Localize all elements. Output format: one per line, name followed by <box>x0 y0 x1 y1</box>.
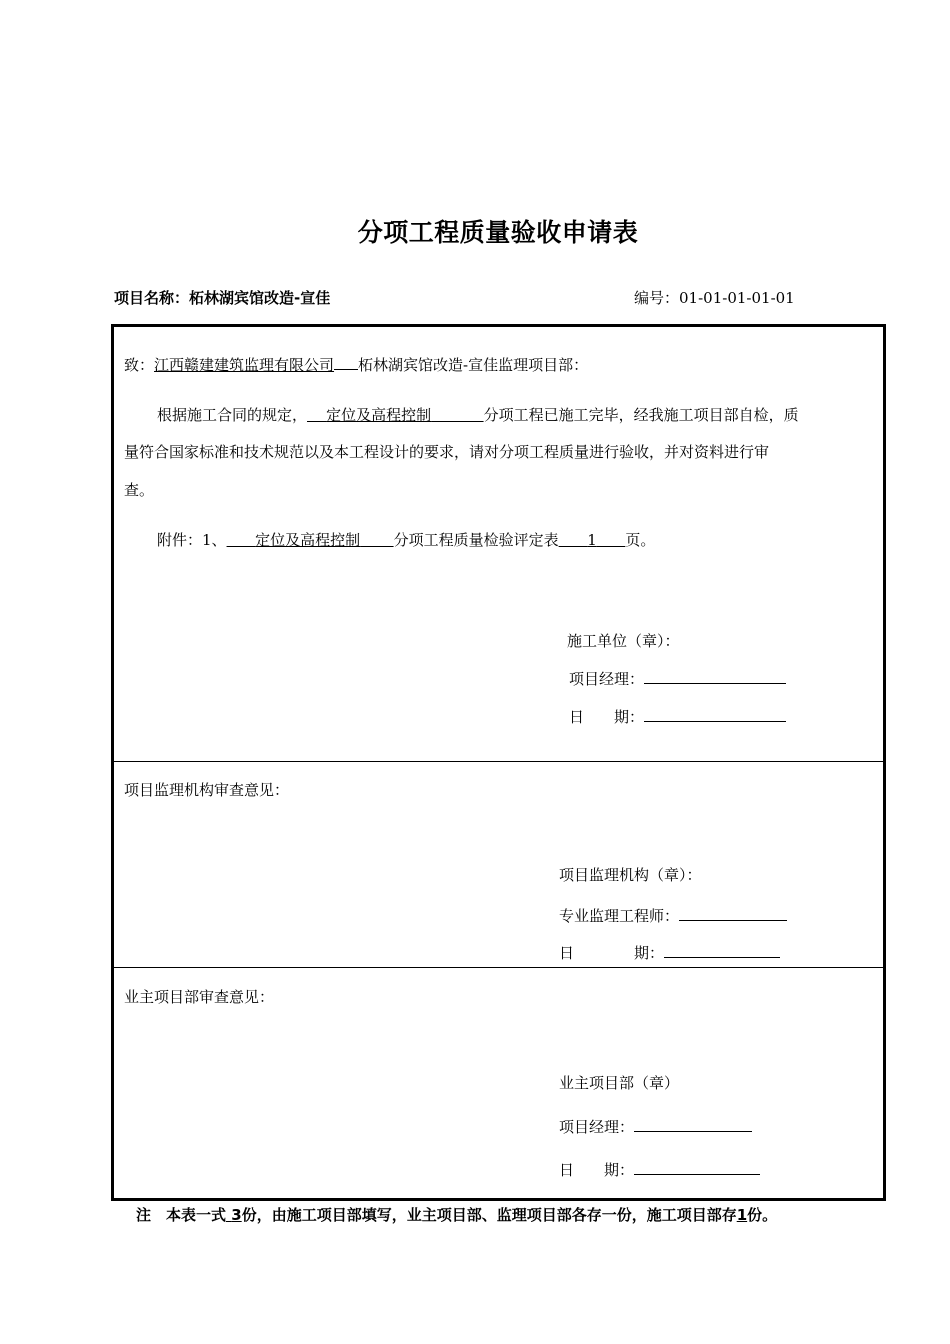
paragraph-line-2: 量符合国家标准和技术规范以及本工程设计的要求，请对分项工程质量进行验收，并对资料进行审 <box>124 443 770 461</box>
note-suffix: 份。 <box>747 1206 778 1224</box>
page-title: 分项工程质量验收申请表 <box>357 218 639 247</box>
footnote <box>136 1204 777 1225</box>
item-name-fill <box>307 406 484 424</box>
owner-manager-sign <box>559 1116 752 1137</box>
attach-mid: 分项工程质量检验评定表 <box>393 531 559 549</box>
note-mid: 份，由施工项目部填写，业主项目部、监理项目部各存一份，施工项目部存 <box>241 1206 737 1224</box>
date-blank <box>644 707 786 722</box>
construction-date-sign <box>569 706 786 727</box>
construction-unit-seal: 施工单位（章）： <box>567 632 680 650</box>
addressee-line <box>124 354 588 375</box>
supervision-date-sign <box>559 942 780 963</box>
code-field <box>634 287 795 308</box>
section-divider <box>114 967 883 968</box>
date-label: 日 期： <box>559 1161 635 1179</box>
code-label: 编号： <box>634 289 680 307</box>
paragraph-line-1 <box>157 404 799 425</box>
underline-blank <box>334 355 358 370</box>
para-prefix: 根据施工合同的规定， <box>157 406 308 424</box>
item-name: 定位及高程控制 <box>326 406 432 424</box>
note-prefix: 注 本表一式 <box>136 1206 227 1224</box>
signature-blank <box>679 906 787 921</box>
attach-item-fill <box>227 531 394 549</box>
paragraph-line-3: 查。 <box>124 481 155 499</box>
signature-blank <box>644 669 786 684</box>
attach-suffix: 页。 <box>625 531 656 549</box>
owner-dept-seal: 业主项目部（章） <box>559 1074 680 1092</box>
attachment-line <box>157 529 655 550</box>
supervisor-dept: 柘林湖宾馆改造-宣佳监理项目部： <box>358 356 589 374</box>
project-label: 项目名称： <box>114 289 190 307</box>
para-line1-rest: 分项工程已施工完毕，经我施工项目部自检，质 <box>483 406 799 424</box>
section-divider <box>114 761 883 762</box>
attach-pages-fill <box>559 531 626 549</box>
project-name: 柘林湖宾馆改造-宣佳 <box>189 289 331 307</box>
owner-opinion-heading: 业主项目部审查意见： <box>124 988 275 1006</box>
date-blank <box>634 1160 760 1175</box>
date-label: 日 期： <box>569 708 645 726</box>
supervision-opinion-heading: 项目监理机构审查意见： <box>124 781 290 799</box>
code-value: 01-01-01-01-01 <box>679 289 795 307</box>
supervision-engineer-sign <box>559 905 787 926</box>
project-name-field <box>114 287 330 308</box>
to-label: 致： <box>124 356 155 374</box>
date-label: 日 期： <box>559 944 665 962</box>
attach-pages: 1 <box>587 531 597 549</box>
application-form-table <box>111 324 886 1201</box>
note-copies <box>226 1206 242 1224</box>
date-blank <box>664 943 780 958</box>
note-keep: 1 <box>736 1206 748 1224</box>
project-manager-label: 项目经理： <box>569 670 645 688</box>
copies-value: 3 <box>231 1206 242 1224</box>
owner-date-sign <box>559 1159 760 1180</box>
project-manager-sign <box>569 668 786 689</box>
engineer-label: 专业监理工程师： <box>559 907 680 925</box>
project-manager-label: 项目经理： <box>559 1118 635 1136</box>
signature-blank <box>634 1117 752 1132</box>
supervision-org-seal: 项目监理机构（章）： <box>559 866 702 884</box>
attach-item: 定位及高程控制 <box>255 531 361 549</box>
supervisor-company: 江西赣建建筑监理有限公司 <box>154 356 335 374</box>
attach-prefix: 附件：1、 <box>157 531 227 549</box>
